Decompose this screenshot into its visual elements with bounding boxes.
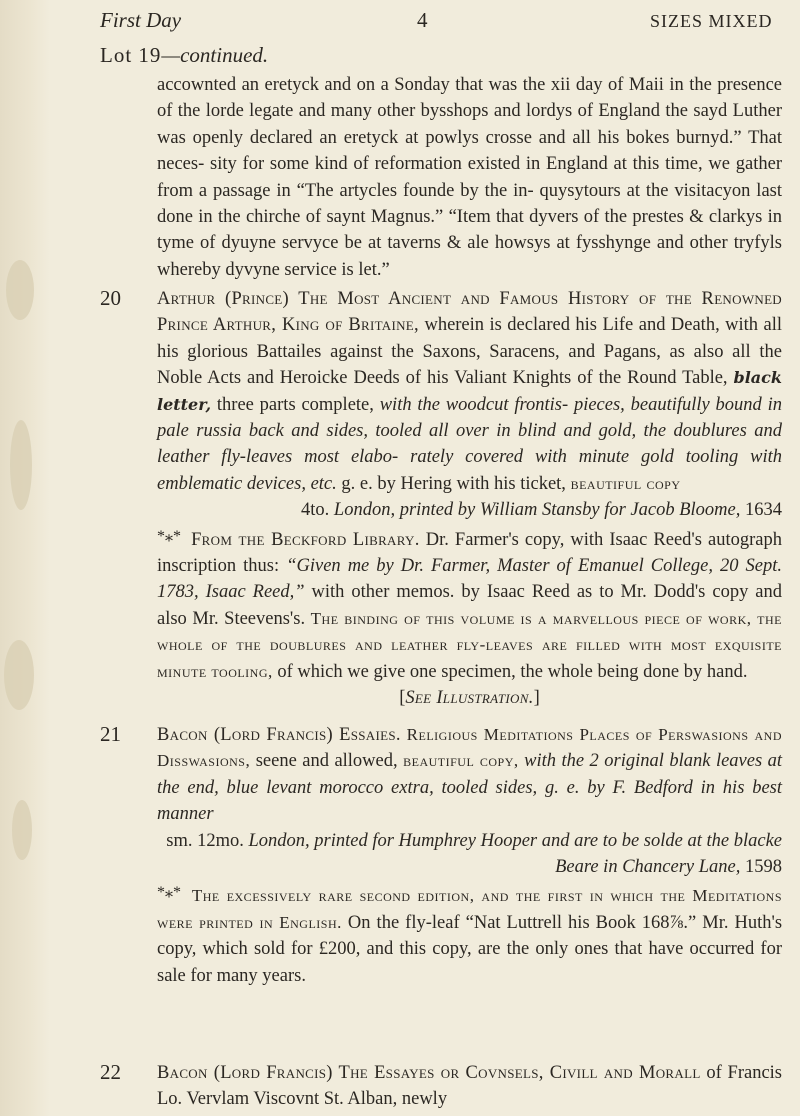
- see-close-bracket: ]: [533, 688, 540, 709]
- entry-20-number: 20: [100, 286, 121, 310]
- entry-21-provenance: On the fly-leaf “Nat Luttrell his Book 168⅞.” Mr. Huth's copy, which sold for £200, and this copy, are the only ones that have occurred for sale for many years.: [157, 912, 783, 986]
- lot-continued: —continued.: [161, 43, 269, 67]
- entry-20-beautiful: beautiful copy: [570, 473, 681, 493]
- entry-21-format: sm. 12mo.: [166, 830, 244, 851]
- entry-20-desc2: three parts complete,: [216, 394, 374, 415]
- entry-21-imprint: London, printed for Humphrey Hooper and are to be solde at the blacke Beare in Chancery Lane,: [248, 830, 782, 878]
- entry-20-binding-note-end: of which we give one specimen, the whole being done by hand.: [277, 661, 748, 682]
- entry-21-beautiful: beautiful copy,: [403, 751, 519, 771]
- header-page-number: 4: [417, 8, 428, 32]
- entry-21-subtitle: Religious Meditations Places of Perswasions and Disswasions,: [157, 725, 783, 771]
- lot-number: Lot 19: [100, 43, 162, 67]
- header-day: First Day: [100, 8, 182, 32]
- entry-22: [157, 1060, 782, 1113]
- entry-21-desc: seene and allowed,: [255, 751, 398, 772]
- entry-20-binding: with the woodcut frontis- pieces, beautifully bound in pale russia back and sides, tooled all over in blind and gold, the doublures and leather fly-leaves most elabo- rately covered with minute gold tooling with emblematic devices, etc.: [157, 394, 782, 494]
- see-open-bracket: [: [399, 688, 406, 709]
- see-illustration: See Illustration.: [405, 688, 534, 709]
- entry-20-year: 1634: [745, 500, 782, 521]
- entry-20-title: Arthur (Prince) The Most Ancient and Famous History of the Renowned Prince Arthur, King of Britaine,: [157, 289, 782, 336]
- entry-22-desc: of Francis Lo. Vervlam Viscovnt St. Alban, newly: [157, 1063, 782, 1110]
- asterism-icon: *⁎*: [157, 884, 181, 902]
- entry-20-format: 4to.: [301, 500, 330, 521]
- entry-20-provenance: Dr. Farmer's copy, with Isaac Reed's autograph inscription thus:: [157, 529, 783, 577]
- entry-20-desc3: g. e. by Hering with his ticket,: [341, 473, 566, 494]
- entry-20-desc1: wherein is declared his Life and Death, with all his glorious Battailes against the Saxons, Saracens, and Pagans, as also all the Noble Acts and Heroicke Deeds of his Valiant Knights of the Round Table,: [157, 315, 783, 389]
- entry-20-inscription: “Given me by Dr. Farmer, Master of Emanuel College, 20 Sept. 1783, Isaac Reed,”: [157, 556, 782, 603]
- entry-22-title: Bacon (Lord Francis) The Essayes or Covnsels, Civill and Morall: [157, 1063, 701, 1083]
- entry-20: [157, 286, 782, 712]
- lot-heading: [100, 43, 268, 68]
- entry-21-edition-note: The excessively rare second edition, and the first in which the Meditations were printed in English.: [157, 886, 782, 932]
- header-section: SIZES MIXED: [650, 11, 773, 31]
- entry-21-year: 1598: [745, 857, 782, 878]
- entry-19-paragraph: accownted an eretyck and on a Sonday that was the xii day of Maii in the presence of the lorde legate and many other bysshops and lordys of England the sayd Luther was openly declared an eretyck at powlys crosse and all his bokes burnyd.” That neces- sity for some kind of reformation existed in England at this time, we gather from a passage in “The artycles founde by the in- quysytours at the visitacyon last done in the chirche of saynt Magnus.” “Item that dyvers of the prestes & clarkys in tyme of dyuyne servyce be at taverns & ale howsys at fysshynge and other tryfyls whereby dyvyne service is let.”: [157, 75, 782, 280]
- asterism-icon: *⁎*: [157, 527, 181, 545]
- entry-20-binding-note: The binding of this volume is a marvellous piece of work, the whole of the doublures and leather fly-leaves are filled with most exquisite minute tooling,: [157, 608, 783, 681]
- entry-21-number: 21: [100, 722, 121, 746]
- entry-21-binding: with the 2 original blank leaves at the end, blue levant morocco extra, tooled sides, g. e. by F. Bedford in his best manner: [157, 751, 783, 825]
- entry-21-title: Bacon (Lord Francis) Essaies.: [157, 725, 401, 745]
- entry-20-memos: with other memos. by Isaac Reed as to Mr. Dodd's copy and also Mr. Steevens's.: [157, 582, 782, 629]
- entry-20-blackletter: black letter,: [157, 368, 782, 414]
- entry-20-imprint: London, printed by William Stansby for Jacob Bloome,: [333, 500, 741, 521]
- entry-21: [157, 722, 782, 989]
- entry-20-provenance-lead: From the Beckford Library.: [191, 529, 420, 550]
- entry-19-text: [157, 72, 782, 283]
- entry-22-number: 22: [100, 1060, 121, 1084]
